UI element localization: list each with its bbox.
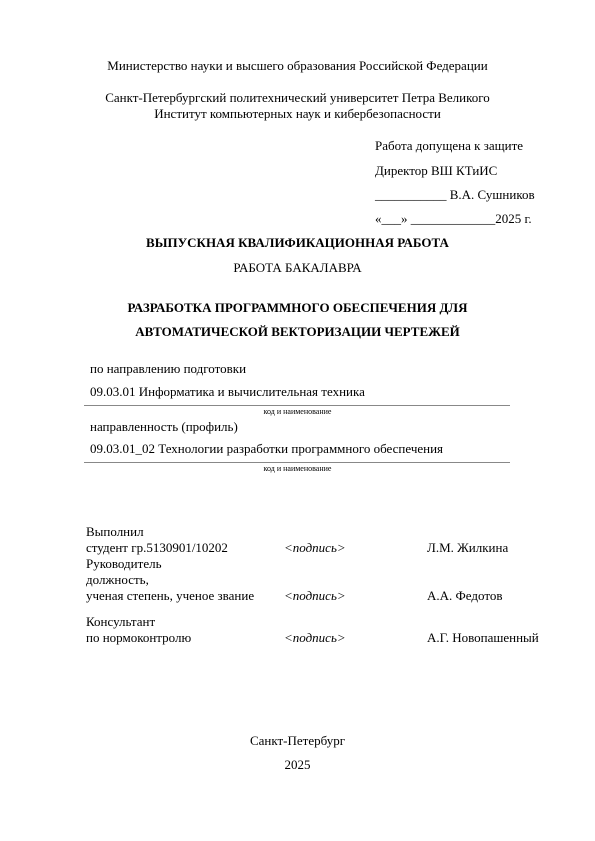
topic-line-1: РАЗРАБОТКА ПРОГРАММНОГО ОБЕСПЕЧЕНИЯ ДЛЯ <box>127 300 468 315</box>
student-group: студент гр.5130901/10202 <box>86 540 228 555</box>
ministry-name: Министерство науки и высшего образования Российской Федерации <box>107 58 488 73</box>
supervisor-signature-placeholder: <подпись> <box>284 588 346 603</box>
university-name: Санкт-Петербургский политехнический университет Петра Великого <box>105 90 490 105</box>
student-role-title: Выполнил <box>86 524 144 539</box>
approval-line-signature: ___________ В.А. Сушников <box>375 187 535 202</box>
profile-underline <box>84 462 510 463</box>
work-type-title: ВЫПУСКНАЯ КВАЛИФИКАЦИОННАЯ РАБОТА <box>146 235 449 250</box>
year: 2025 <box>284 757 311 772</box>
topic-line-2: АВТОМАТИЧЕСКОЙ ВЕКТОРИЗАЦИИ ЧЕРТЕЖЕЙ <box>135 324 460 339</box>
consultant-area: по нормоконтролю <box>86 630 192 645</box>
supervisor-role-title: Руководитель <box>86 556 162 571</box>
supervisor-position: должность, <box>86 572 149 587</box>
approval-line-date: «___» _____________2025 г. <box>375 211 532 226</box>
city: Санкт-Петербург <box>249 733 346 748</box>
profile-label: направленность (профиль) <box>90 419 238 434</box>
work-subtype: РАБОТА БАКАЛАВРА <box>233 260 362 275</box>
direction-label: по направлению подготовки <box>90 361 247 376</box>
direction-underline <box>84 405 510 406</box>
supervisor-name: А.А. Федотов <box>427 588 503 603</box>
profile-caption: код и наименование <box>263 464 332 473</box>
profile-value: 09.03.01_02 Технологии разработки программного обеспечения <box>90 441 444 456</box>
supervisor-degree: ученая степень, ученое звание <box>86 588 255 603</box>
approval-line-director: Директор ВШ КТиИС <box>375 163 498 178</box>
direction-value: 09.03.01 Информатика и вычислительная техника <box>90 384 365 399</box>
institute-name: Институт компьютерных наук и кибербезопасности <box>154 106 441 121</box>
approval-line-admitted: Работа допущена к защите <box>375 138 524 153</box>
student-name: Л.М. Жилкина <box>427 540 509 555</box>
consultant-role-title: Консультант <box>86 614 156 629</box>
student-signature-placeholder: <подпись> <box>284 540 346 555</box>
direction-caption: код и наименование <box>263 407 332 416</box>
consultant-name: А.Г. Новопашенный <box>427 630 539 645</box>
consultant-signature-placeholder: <подпись> <box>284 630 346 645</box>
